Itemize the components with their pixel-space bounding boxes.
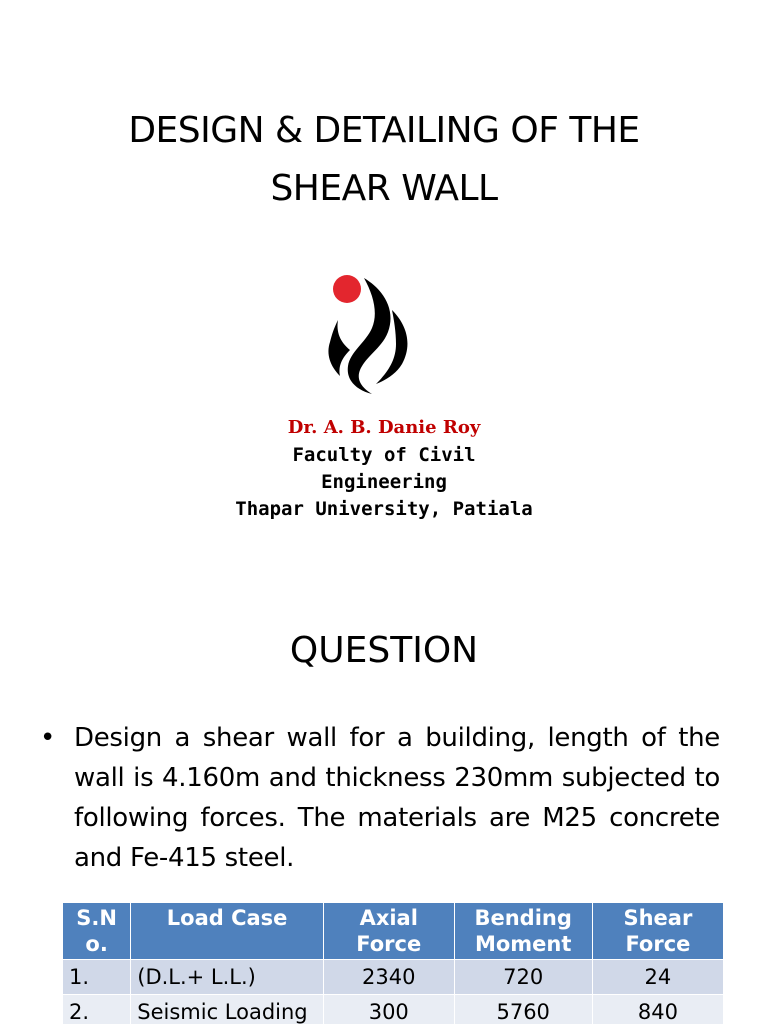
header-load-case [131, 903, 324, 960]
header-shear-line-1: Shear [623, 906, 693, 930]
table-header-row [63, 903, 724, 960]
cell-axial: 300 [323, 995, 454, 1024]
logo-flame-mark-2 [328, 320, 350, 376]
header-sno-line-1: S.N [76, 906, 117, 930]
university-logo-icon [326, 270, 416, 394]
cell-shear: 24 [592, 960, 723, 995]
header-axial-line-2: Force [356, 932, 422, 956]
affiliation-line-1: Faculty of Civil [292, 444, 476, 466]
header-sno-line-2: o. [85, 932, 108, 956]
author-name: Dr. A. B. Danie Roy [287, 417, 481, 438]
header-load-case-line-1: Load Case [166, 906, 288, 930]
cell-load-case: (D.L.+ L.L.) [131, 960, 324, 995]
cell-bending: 720 [454, 960, 592, 995]
bullet-marker: • [40, 723, 56, 753]
table-row [63, 960, 724, 995]
affiliation-line-3: Thapar University, Patiala [235, 498, 533, 520]
cell-sno: 2. [63, 995, 131, 1024]
header-shear-line-2: Force [625, 932, 691, 956]
author-block [140, 414, 628, 523]
title-line-2: SHEAR WALL [270, 168, 498, 209]
affiliation-line-2: Engineering [321, 471, 447, 493]
header-axial-line-1: Axial [359, 906, 418, 930]
header-shear-force [592, 903, 723, 960]
header-bending-line-1: Bending [474, 906, 572, 930]
bullet-item [40, 718, 720, 878]
table-row [63, 995, 724, 1024]
logo-red-dot [333, 275, 361, 303]
forces-table [62, 902, 724, 1024]
header-bending-line-2: Moment [474, 932, 572, 956]
header-sno [63, 903, 131, 960]
header-bending-moment [454, 903, 592, 960]
forces-table-container [62, 902, 724, 1024]
header-axial-force [323, 903, 454, 960]
cell-load-case: Seismic Loading [131, 995, 324, 1024]
title-line-1: DESIGN & DETAILING OF THE [128, 110, 640, 151]
question-title: QUESTION [289, 630, 479, 671]
cell-shear: 840 [592, 995, 723, 1024]
question-paragraph: Design a shear wall for a building, length of the wall is 4.160m and thickness 230mm subjected to following forces. The materials are M25 concrete and Fe-415 steel. [74, 723, 720, 873]
slide-title [40, 102, 728, 218]
question-slide [0, 576, 768, 1024]
cell-sno: 1. [63, 960, 131, 995]
cell-axial: 2340 [323, 960, 454, 995]
cell-bending: 5760 [454, 995, 592, 1024]
